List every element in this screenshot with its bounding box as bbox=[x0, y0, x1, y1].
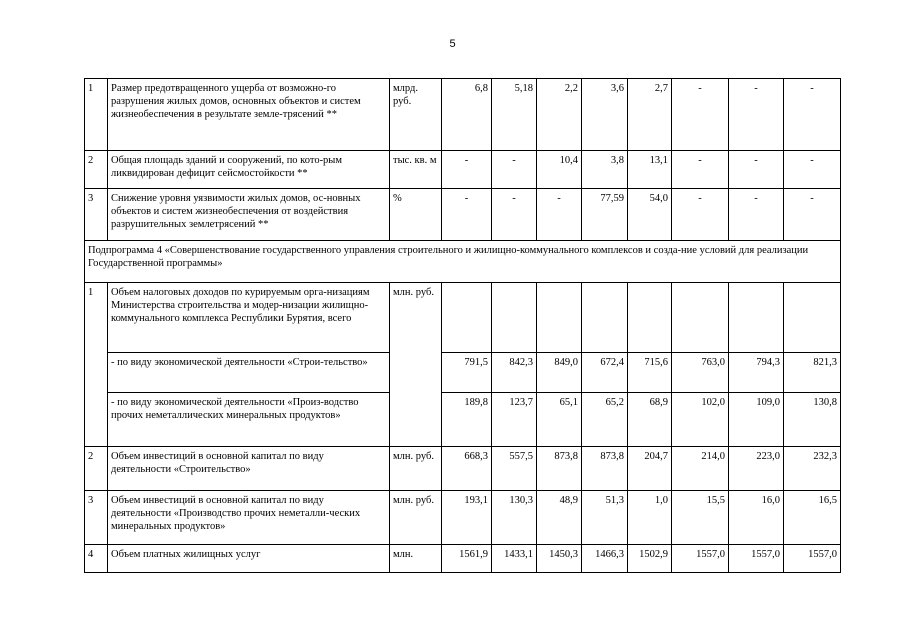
value-cell: 1433,1 bbox=[492, 545, 537, 573]
value-cell: 2,2 bbox=[537, 79, 582, 151]
value-cell: - bbox=[492, 189, 537, 241]
value-cell: 214,0 bbox=[672, 447, 729, 491]
value-cell: - bbox=[672, 151, 729, 189]
value-cell: - bbox=[672, 79, 729, 151]
value-cell: - bbox=[784, 151, 841, 189]
row-number: 1 bbox=[85, 79, 108, 151]
value-cell: 102,0 bbox=[672, 393, 729, 447]
value-cell: 668,3 bbox=[442, 447, 492, 491]
value-cell: 1450,3 bbox=[537, 545, 582, 573]
table-subrow bbox=[85, 393, 841, 447]
unit-cell: млн. руб. bbox=[390, 491, 442, 545]
value-cell: 15,5 bbox=[672, 491, 729, 545]
value-cell: 1557,0 bbox=[729, 545, 784, 573]
value-cell bbox=[492, 283, 537, 353]
unit-cell: млн. руб. bbox=[390, 447, 442, 491]
value-cell: - bbox=[729, 189, 784, 241]
value-cell: 10,4 bbox=[537, 151, 582, 189]
row-number: 3 bbox=[85, 189, 108, 241]
row-number: 1 bbox=[85, 283, 108, 447]
table-row bbox=[85, 283, 841, 353]
value-cell: 54,0 bbox=[628, 189, 672, 241]
value-cell: 51,3 bbox=[582, 491, 628, 545]
value-cell: 791,5 bbox=[442, 353, 492, 393]
value-cell: - bbox=[729, 151, 784, 189]
value-cell: 849,0 bbox=[537, 353, 582, 393]
row-number: 2 bbox=[85, 151, 108, 189]
value-cell: 68,9 bbox=[628, 393, 672, 447]
value-cell: 204,7 bbox=[628, 447, 672, 491]
value-cell: 1557,0 bbox=[672, 545, 729, 573]
value-cell: 5,18 bbox=[492, 79, 537, 151]
unit-cell: тыс. кв. м bbox=[390, 151, 442, 189]
unit-cell: млн. bbox=[390, 545, 442, 573]
value-cell: 715,6 bbox=[628, 353, 672, 393]
value-cell: 48,9 bbox=[537, 491, 582, 545]
value-cell: - bbox=[442, 151, 492, 189]
table-row bbox=[85, 447, 841, 491]
indicator-name: Общая площадь зданий и сооружений, по кото-рым ликвидирован дефицит сейсмостойкости ** bbox=[108, 151, 390, 189]
table-row bbox=[85, 79, 841, 151]
value-cell: - bbox=[729, 79, 784, 151]
value-cell: 65,2 bbox=[582, 393, 628, 447]
value-cell: 6,8 bbox=[442, 79, 492, 151]
value-cell: 821,3 bbox=[784, 353, 841, 393]
value-cell bbox=[672, 283, 729, 353]
table-row bbox=[85, 189, 841, 241]
row-number: 2 bbox=[85, 447, 108, 491]
value-cell: 109,0 bbox=[729, 393, 784, 447]
value-cell: 3,8 bbox=[582, 151, 628, 189]
indicator-subname: - по виду экономической деятельности «Произ-водство прочих неметаллических минеральных продуктов» bbox=[108, 393, 390, 447]
value-cell: 873,8 bbox=[537, 447, 582, 491]
indicator-name: Объем инвестиций в основной капитал по виду деятельности «Производство прочих неметалли-ческих минеральных продуктов» bbox=[108, 491, 390, 545]
value-cell bbox=[537, 283, 582, 353]
row-number: 3 bbox=[85, 491, 108, 545]
value-cell: 16,5 bbox=[784, 491, 841, 545]
indicators-table bbox=[84, 78, 841, 573]
value-cell: 1557,0 bbox=[784, 545, 841, 573]
value-cell: 1561,9 bbox=[442, 545, 492, 573]
value-cell: 842,3 bbox=[492, 353, 537, 393]
value-cell bbox=[442, 283, 492, 353]
value-cell: - bbox=[672, 189, 729, 241]
row-number: 4 bbox=[85, 545, 108, 573]
unit-cell: % bbox=[390, 189, 442, 241]
subprogram-row bbox=[85, 241, 841, 283]
value-cell: 557,5 bbox=[492, 447, 537, 491]
value-cell bbox=[582, 283, 628, 353]
value-cell: - bbox=[492, 151, 537, 189]
value-cell: 223,0 bbox=[729, 447, 784, 491]
table-subrow bbox=[85, 353, 841, 393]
value-cell: 794,3 bbox=[729, 353, 784, 393]
page-number: 5 bbox=[449, 38, 456, 50]
unit-cell: млн. руб. bbox=[390, 283, 442, 447]
value-cell: 16,0 bbox=[729, 491, 784, 545]
unit-cell: млрд. руб. bbox=[390, 79, 442, 151]
indicator-subname: - по виду экономической деятельности «Строи-тельство» bbox=[108, 353, 390, 393]
value-cell: 873,8 bbox=[582, 447, 628, 491]
value-cell: 672,4 bbox=[582, 353, 628, 393]
value-cell: 1466,3 bbox=[582, 545, 628, 573]
value-cell: 193,1 bbox=[442, 491, 492, 545]
value-cell bbox=[729, 283, 784, 353]
value-cell bbox=[628, 283, 672, 353]
value-cell: 130,8 bbox=[784, 393, 841, 447]
value-cell: 763,0 bbox=[672, 353, 729, 393]
value-cell bbox=[784, 283, 841, 353]
value-cell: 2,7 bbox=[628, 79, 672, 151]
indicator-name: Объем инвестиций в основной капитал по виду деятельности «Строительство» bbox=[108, 447, 390, 491]
value-cell: - bbox=[784, 79, 841, 151]
value-cell: 189,8 bbox=[442, 393, 492, 447]
value-cell: 1,0 bbox=[628, 491, 672, 545]
value-cell: - bbox=[442, 189, 492, 241]
value-cell: 77,59 bbox=[582, 189, 628, 241]
table-row bbox=[85, 151, 841, 189]
value-cell: 1502,9 bbox=[628, 545, 672, 573]
table-row bbox=[85, 491, 841, 545]
value-cell: 130,3 bbox=[492, 491, 537, 545]
value-cell: - bbox=[784, 189, 841, 241]
value-cell: 232,3 bbox=[784, 447, 841, 491]
indicator-name: Снижение уровня уязвимости жилых домов, ос-новных объектов и систем жизнеобеспечения от воздействия разрушительных землетрясений ** bbox=[108, 189, 390, 241]
table-row bbox=[85, 545, 841, 573]
indicator-name: Размер предотвращенного ущерба от возможно-го разрушения жилых домов, основных объектов и систем жизнеобеспечения в результате земле-трясений ** bbox=[108, 79, 390, 151]
value-cell: 3,6 bbox=[582, 79, 628, 151]
value-cell: 123,7 bbox=[492, 393, 537, 447]
value-cell: 13,1 bbox=[628, 151, 672, 189]
indicator-name: Объем налоговых доходов по курируемым орга-низациям Министерства строительства и модер-низации жилищно-коммунального комплекса Республики Бурятия, всего bbox=[108, 283, 390, 353]
value-cell: - bbox=[537, 189, 582, 241]
indicator-name: Объем платных жилищных услуг bbox=[108, 545, 390, 573]
subprogram-title: Подпрограмма 4 «Совершенствование государственного управления строительного и жилищно-коммунального комплексов и созда-ние условий для реализации Государственной программы» bbox=[85, 241, 841, 283]
value-cell: 65,1 bbox=[537, 393, 582, 447]
